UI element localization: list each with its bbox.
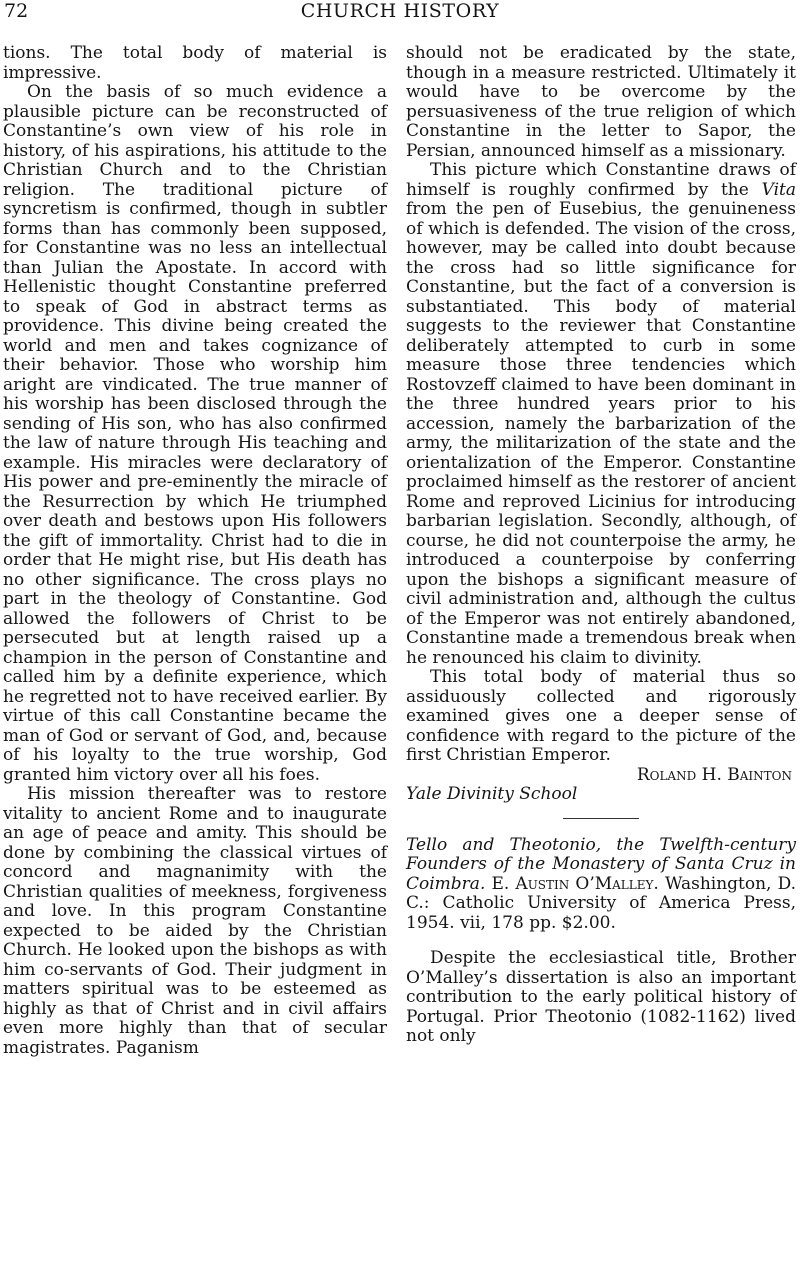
paragraph-vita-b: from the pen of Eusebius, the genuineness of which is defended. The vision of the cross, however, may be called into doubt because the cross had so little significance for Constantine, but the fact of a conversion is substantiated. This body of material suggests to the reviewer that Constantine deliberately attempted to curb in some measure those three tendencies which Rostovzeff claimed to have been dominant in the three hundred years prior to his accession, namely the barbarization of the army, the militarization of the state and the orientalization of the Emperor. Constantine proclaimed himself as the restorer of ancient Rome and reproved Licinius for introducing barbarian legislation. Secondly, although, of course, he did not counterpoise the army, he introduced a counterpoise by conferring upon the bishops a significant measure of civil administration and, although the cultus of the Emperor was not entirely abandoned, Constantine made a tremendous break when he renounced his claim to divinity. xyxy=(406,199,796,668)
left-column xyxy=(3,44,387,1058)
book-author: E. Austin O’Malley. xyxy=(491,873,659,894)
paragraph-vita-a: This picture which Constantine draws of himself is roughly confirmed by the xyxy=(406,160,796,200)
book-publication: Washington, D. C.: Catholic University of America Press, 1954. vii, 178 pp. $2.00. xyxy=(406,873,797,933)
right-column xyxy=(406,44,796,1047)
page-header xyxy=(0,0,800,22)
reviewer-institution: Yale Divinity School xyxy=(406,784,578,804)
paragraph-paganism: should not be eradicated by the state, though in a measure restricted. Ultimately it would have to be overcome by the persuasiveness of the true religion of which Constantine in the letter to Sapor, the Persian, announced himself as a missionary. xyxy=(406,43,796,161)
page-number: 72 xyxy=(4,0,29,22)
vita-title: Vita xyxy=(761,179,796,200)
paragraph-constantine-view: On the basis of so much evidence a plausible picture can be reconstructed of Constantine’s own view of his role in history, of his aspirations, his attitude to the Christian Church and to the Christian religion. The traditional picture of syncretism is confirmed, though in subtler forms than has commonly been supposed, for Constantine was no less an intellectual than Julian the Apostate. In accord with Hellenistic thought Constantine preferred to speak of God in abstract terms as providence. This divine being created the world and men and takes cognizance of their behavior. Those who worship him aright are vindicated. The true manner of his worship has been disclosed through the sending of His son, who has also confirmed the law of nature through His teaching and example. His miracles were declaratory of His power and pre-eminently the miracle of the Resurrection by which He triumphed over death and bestows upon His followers the gift of immortality. Christ had to die in order that He might rise, but His death has no other significance. The cross plays no part in the theology of Constantine. God allowed the followers of Christ to be persecuted but at length raised up a champion in the person of Constantine and called him by a definite experience, which he regretted not to have received earlier. By virtue of this call Constantine became the man of God or servant of God, and, because of his loyalty to the true worship, God granted him victory over all his foes. xyxy=(3,82,387,785)
spacer xyxy=(406,933,796,949)
book-entry xyxy=(406,836,796,934)
paragraph-conclusion: This total body of material thus so assiduously collected and rigorously examined gives one a deeper sense of confidence with regard to the picture of the first Christian Emperor. xyxy=(406,667,796,765)
paragraph-continuation: tions. The total body of material is impressive. xyxy=(3,43,387,83)
running-head: CHURCH HISTORY xyxy=(300,0,500,22)
paragraph-mission: His mission thereafter was to restore vitality to ancient Rome and to inaugurate an age of peace and amity. This should be done by combining the classical virtues of concord and magnanimity with the Christian qualities of meekness, forgiveness and love. In this program Constantine expected to be aided by the Christian Church. He looked upon the bishops as with him co-servants of God. Their judgment in matters spiritual was to be esteemed as highly as that of Christ and in civil affairs even more highly than that of secular magistrates. Paganism xyxy=(3,784,387,1058)
reviewer-name: Roland H. Bainton xyxy=(636,764,792,785)
book-title: Tello and Theotonio, the Twelfth-century Founders of the Monastery of Santa Cruz in Coimbra. xyxy=(406,834,796,894)
paragraph-vita xyxy=(406,161,796,668)
section-divider xyxy=(563,818,639,819)
paragraph-review-start: Despite the ecclesiastical title, Brother O’Malley’s dissertation is also an important contribution to the early political history of Portugal. Prior Theotonio (1082-1162) lived not only xyxy=(406,948,796,1046)
